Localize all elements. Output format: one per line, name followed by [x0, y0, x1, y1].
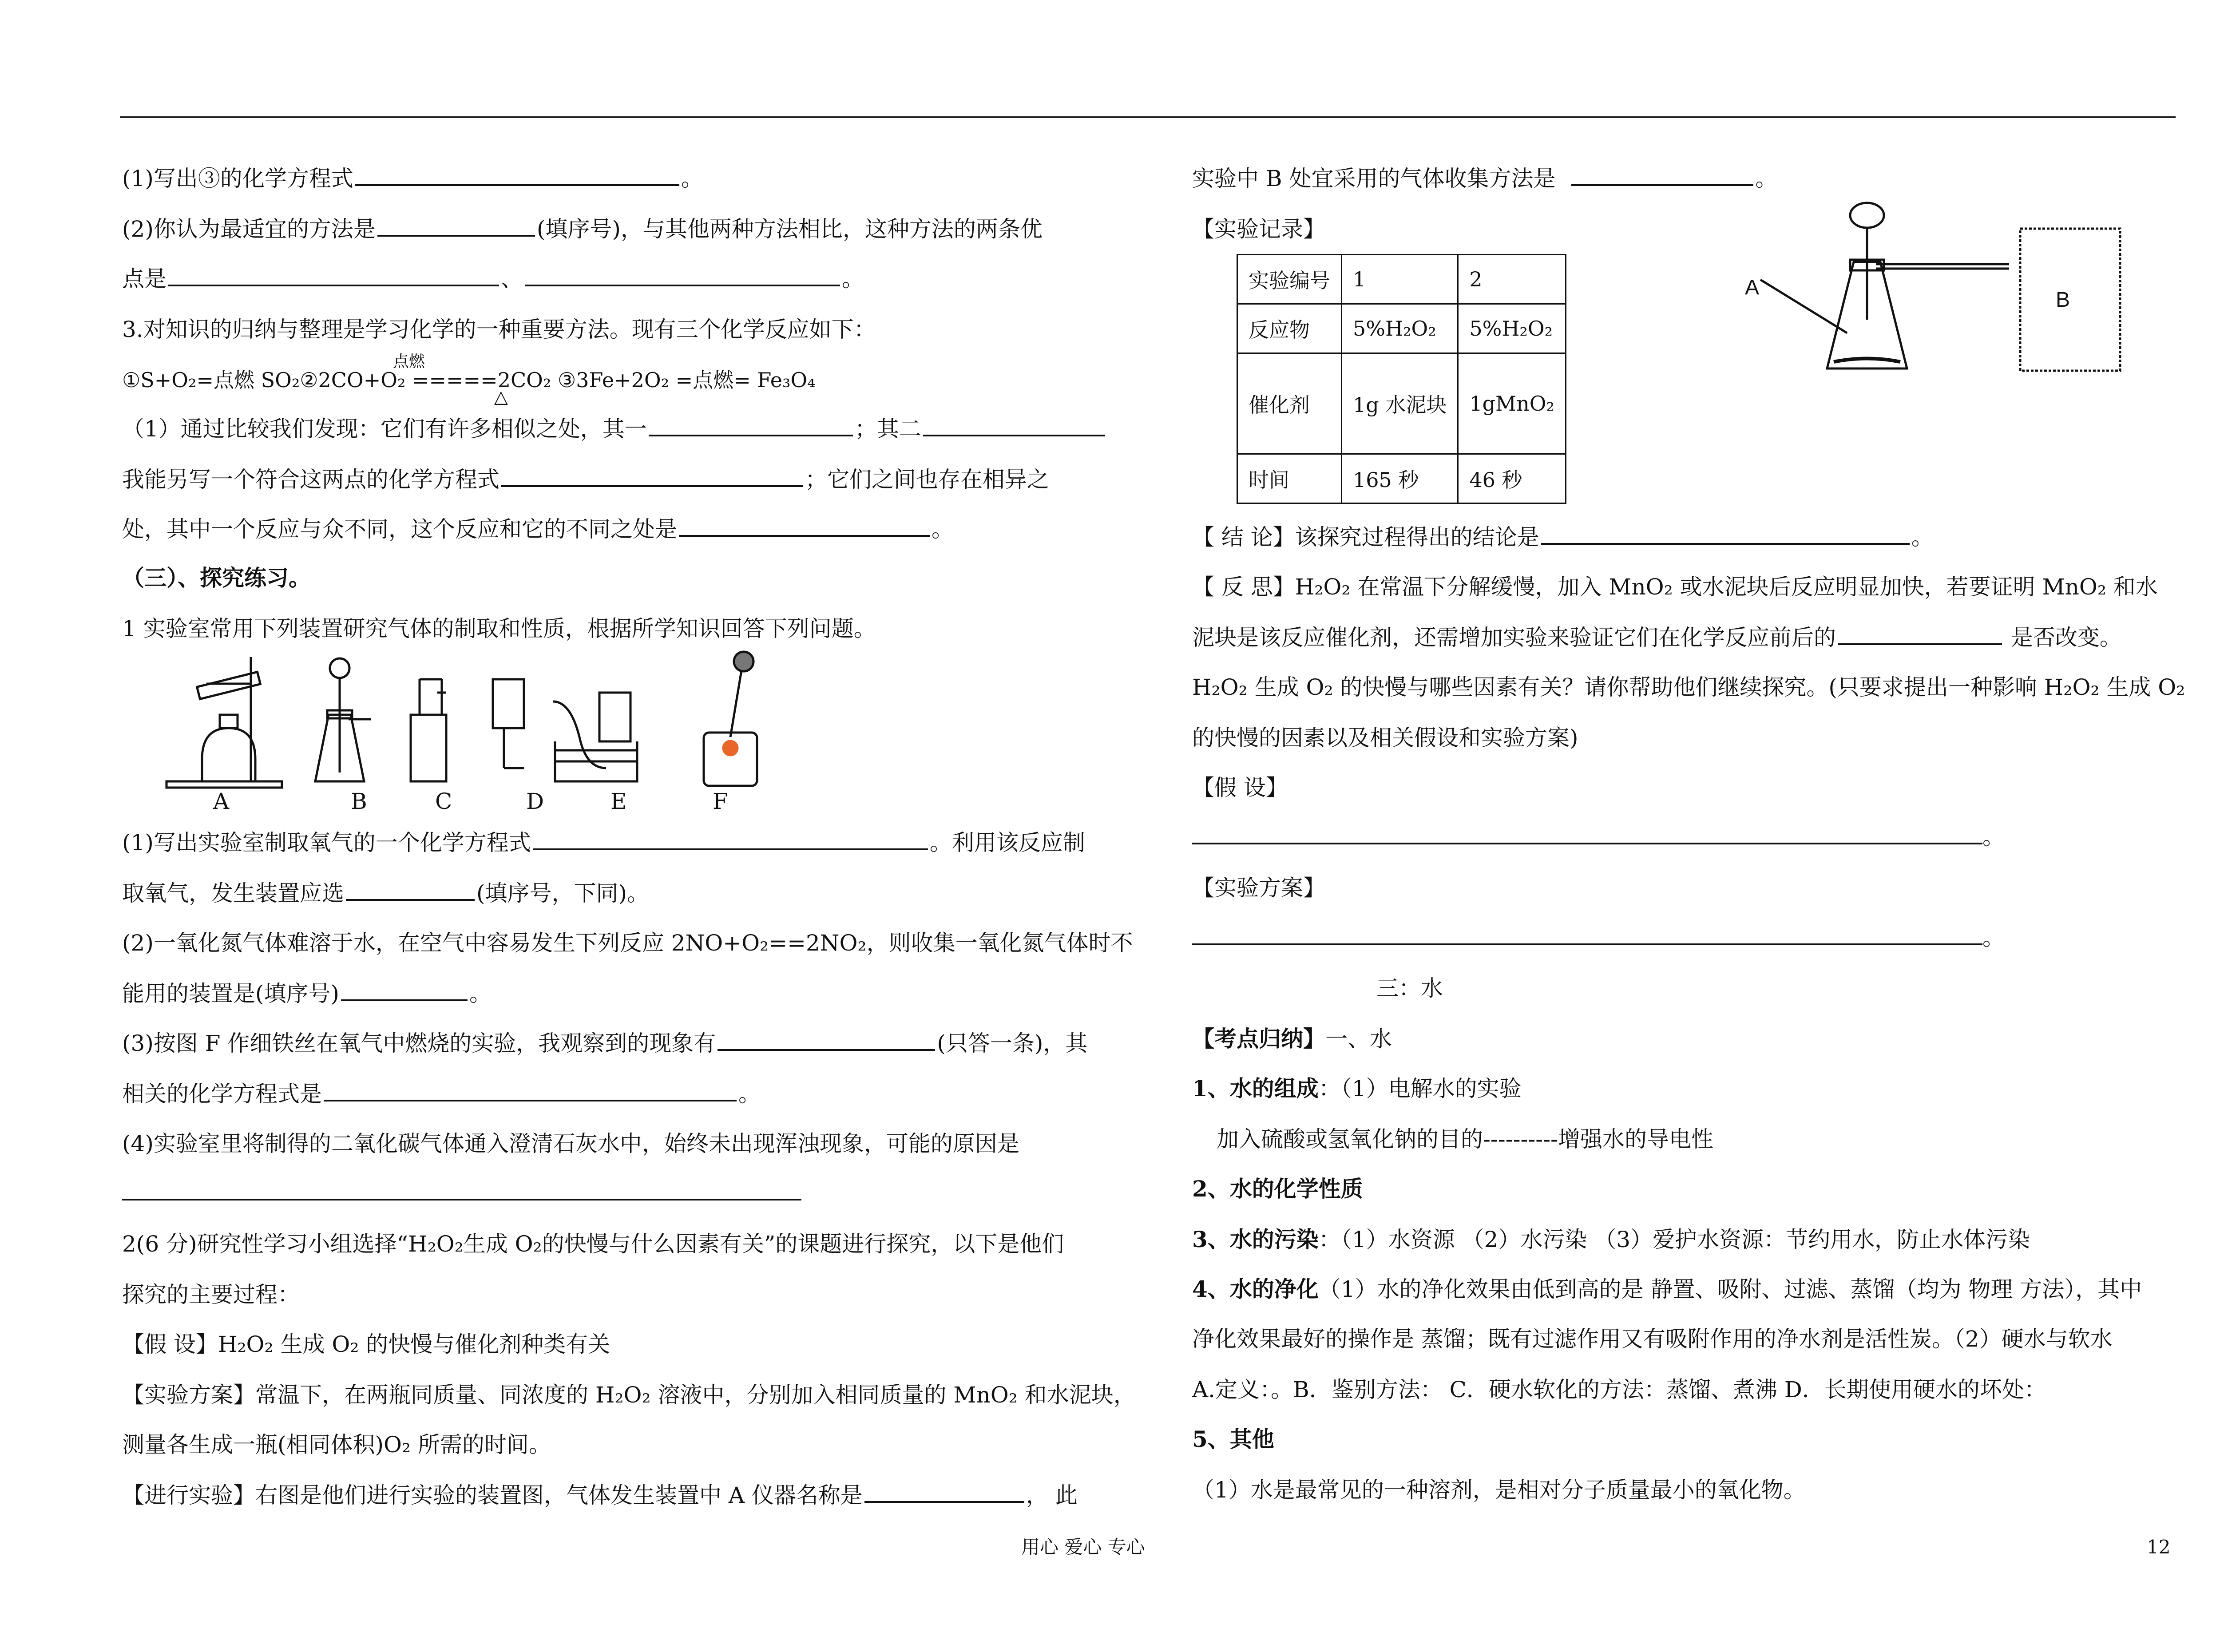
question-line: 实验中 B 处宜采用的气体收集方法是 。 — [1192, 166, 1778, 191]
question-line: 取氧气，发生装置应选 (填序号，下同)。 — [122, 880, 650, 906]
section-title: 三：水 — [1376, 975, 1443, 1001]
reflection: H₂O₂ 生成 O₂ 的快慢与哪些因素有关？请你帮助他们继续探究。(只要求提出一种影响 H₂O₂ 生成 O₂ — [1192, 674, 2185, 700]
other-note: （1）水是最常见的一种溶剂，是相对分子质量最小的氧化物。 — [1192, 1477, 1806, 1503]
reflection: 的快慢的因素以及相关假设和实验方案) — [1192, 725, 1578, 751]
problem-1: 1 实验室常用下列装置研究气体的制取和性质，根据所学知识回答下列问题。 — [122, 616, 876, 642]
conclusion: 【 结 论】该探究过程得出的结论是 。 — [1192, 524, 1934, 550]
table-cell: 催化剂 — [1237, 353, 1342, 454]
experiment-table — [1237, 254, 1566, 504]
header-rule — [120, 116, 2176, 118]
table-cell: 实验编号 — [1237, 255, 1342, 304]
section-heading: （三）、探究练习。 — [122, 565, 311, 591]
plan: 【实验方案】常温下，在两瓶同质量、同浓度的 H₂O₂ 溶液中，分别加入相同质量的 MnO₂ 和水泥块， — [122, 1382, 1136, 1408]
water-chemistry: 2、水的化学性质 — [1192, 1176, 1363, 1202]
question-line: 处，其中一个反应与众不同，这个反应和它的不同之处是 。 — [122, 516, 954, 542]
reflection: 【 反 思】H₂O₂ 在常温下分解缓慢，加入 MnO₂ 或水泥块后反应明显加快，若要证明 MnO₂ 和水 — [1192, 574, 2158, 600]
figure-label-b: B — [2056, 288, 2070, 312]
question-line: （1）通过比较我们发现：它们有许多相似之处，其一 ；其二 — [122, 416, 1107, 442]
question-line: (2)一氧化氮气体难溶于水，在空气中容易发生下列反应 2NO+O₂==2NO₂，则收集一氧化氮气体时不 — [122, 930, 1133, 956]
hypothesis-heading: 【假 设】 — [1192, 775, 1288, 800]
table-cell: 1 — [1342, 255, 1458, 304]
answer-line: 。 — [1192, 824, 2005, 850]
other-heading: 5、其他 — [1192, 1426, 1274, 1452]
water-note: 加入硫酸或氢氧化钠的目的----------增强水的导电性 — [1217, 1126, 1713, 1152]
table-cell: 1gMnO₂ — [1458, 353, 1566, 454]
table-cell: 5%H₂O₂ — [1458, 304, 1566, 353]
question-line: (1)写出实验室制取氧气的一个化学方程式 。利用该反应制 — [122, 830, 1085, 856]
table-cell: 2 — [1458, 255, 1566, 304]
water-purification: 4、水的净化（1）水的净化效果由低到高的是 静置、吸附、过滤、蒸馏（均为 物理 方法），其中 — [1192, 1276, 2142, 1302]
table-cell: 46 秒 — [1458, 454, 1566, 503]
water-pollution: 3、水的污染：（1）水资源 （2）水污染 （3）爱护水资源：节约用水，防止水体污染 — [1192, 1226, 2030, 1252]
question-line: 我能另写一个符合这两点的化学方程式 ；它们之间也存在相异之 — [122, 467, 1049, 492]
problem-2: 2(6 分)研究性学习小组选择“H₂O₂生成 O₂的快慢与什么因素有关”的课题进行探究，以下是他们 — [122, 1231, 1064, 1257]
question-line: (2)你认为最适宜的方法是 (填序号)，与其他两种方法相比，这种方法的两条优 — [122, 216, 1043, 242]
equation-condition: 点燃 — [393, 353, 425, 371]
footer-motto: 用心 爱心 专心 — [1021, 1536, 1145, 1558]
question-3: 3.对知识的归纳与整理是学习化学的一种重要方法。现有三个化学反应如下： — [122, 317, 876, 342]
table-cell: 165 秒 — [1342, 454, 1458, 503]
question-line: (4)实验室里将制得的二氧化碳气体通入澄清石灰水中，始终未出现浑浊现象，可能的原因是 — [122, 1131, 1019, 1157]
hard-water: A.定义：。B．鉴别方法： C．硬水软化的方法：蒸馏、煮沸 D．长期使用硬水的坏处： — [1192, 1377, 2046, 1402]
experiment-apparatus — [1734, 195, 2156, 382]
table-cell: 时间 — [1237, 454, 1342, 503]
page-number: 12 — [2147, 1536, 2171, 1558]
apparatus-figure — [162, 648, 828, 799]
heat-symbol: △ — [494, 387, 508, 407]
run-experiment: 【进行实验】右图是他们进行实验的装置图，气体发生装置中 A 仪器名称是 ， 此 — [122, 1482, 1078, 1508]
plan-heading: 【实验方案】 — [1192, 875, 1325, 901]
hypothesis: 【假 设】H₂O₂ 生成 O₂ 的快慢与催化剂种类有关 — [122, 1331, 610, 1357]
question-line: (1)写出③的化学方程式 。 — [122, 166, 703, 191]
question-line: 能用的装置是(填序号) 。 — [122, 981, 492, 1006]
table-cell: 5%H₂O₂ — [1342, 304, 1458, 353]
answer-line — [122, 1199, 801, 1200]
plan: 测量各生成一瓶(相同体积)O₂ 所需的时间。 — [122, 1432, 551, 1458]
table-cell: 反应物 — [1237, 304, 1342, 353]
record-heading: 【实验记录】 — [1192, 216, 1325, 242]
question-line: 点是 、 。 — [122, 266, 864, 292]
problem-2: 探究的主要过程： — [122, 1282, 300, 1307]
water-purification: 净化效果最好的操作是 蒸馏；既有过滤作用又有吸附作用的净水剂是活性炭。（2）硬水与软水 — [1192, 1326, 2113, 1352]
answer-line: 。 — [1192, 924, 2005, 951]
equations: ①S+O₂=点燃 SO₂②2CO+O₂ =====2CO₂ ③3Fe+2O₂ =点燃= Fe₃O₄ — [122, 368, 816, 392]
question-line: 相关的化学方程式是 。 — [122, 1081, 761, 1107]
water-composition: 1、水的组成：（1）电解水的实验 — [1192, 1075, 1522, 1101]
reflection: 泥块是该反应催化剂，还需增加实验来验证它们在化学反应前后的 是否改变。 — [1192, 625, 2122, 650]
table-cell: 1g 水泥块 — [1342, 353, 1458, 454]
key-points: 【考点归纳】一、水 — [1192, 1026, 1392, 1052]
figure-label-a: A — [1745, 276, 1760, 299]
question-line: (3)按图 F 作细铁丝在氧气中燃烧的实验，我观察到的现象有 (只答一条)，其 — [122, 1030, 1088, 1056]
